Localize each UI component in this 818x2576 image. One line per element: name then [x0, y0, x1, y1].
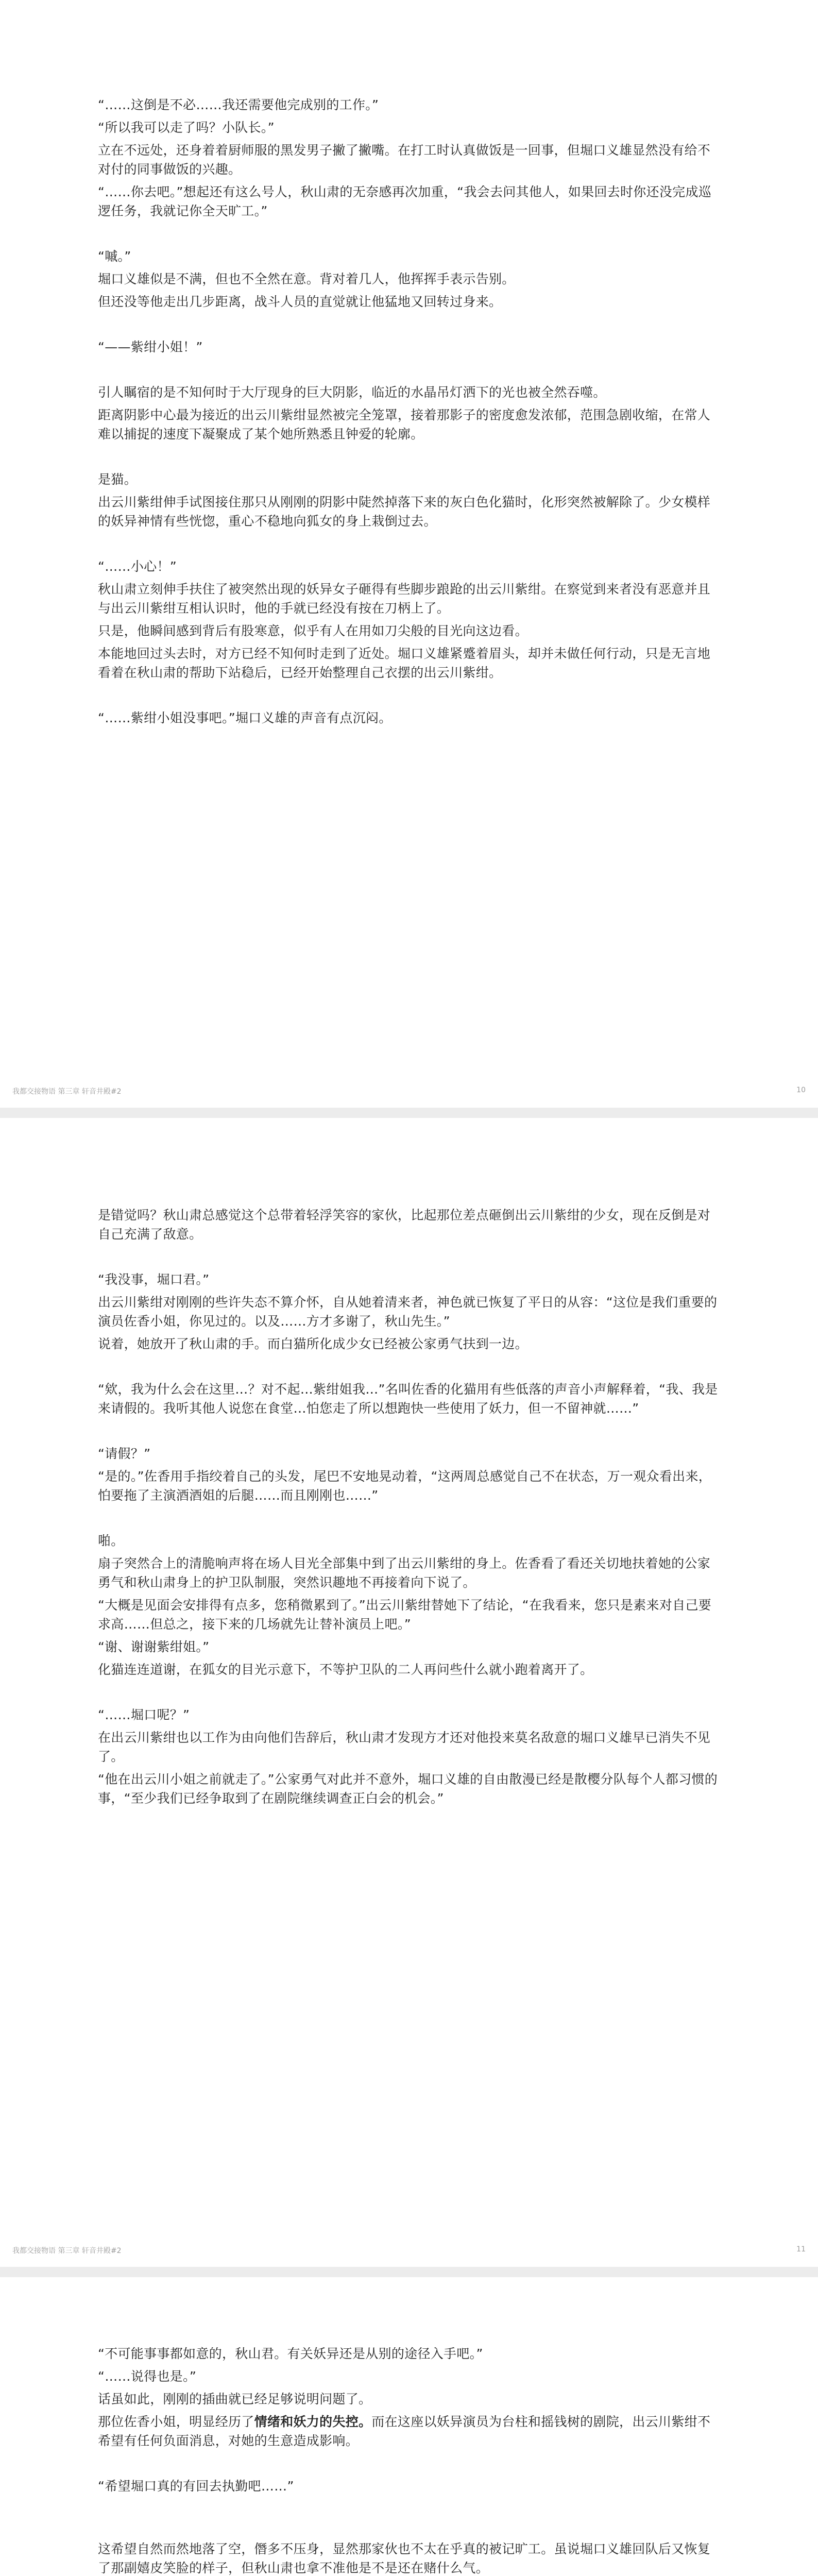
page-1-text [98, 95, 721, 731]
paragraph-text: “他在出云川小姐之前就走了。”公家勇气对此并不意外，堀口义雄的自由散漫已经是散樱分队每个人都习惯的事，“至少我们已经争取到了在剧院继续调查正白会的机会。” [98, 1772, 718, 1806]
paragraph-gap [98, 2522, 721, 2539]
paragraph-text: “我没事，堀口君。” [98, 1272, 210, 1287]
paragraph-text: 在出云川紫绀也以工作为由向他们告辞后，秋山肃才发现方才还对他投来莫名敌意的堀口义雄早已消失不见了。 [98, 1730, 711, 1764]
paragraph-gap [98, 315, 721, 337]
paragraph [98, 1637, 721, 1656]
paragraph-text: 是猫。 [98, 472, 137, 487]
paragraph [98, 2477, 721, 2496]
paragraph-text: 只是，他瞬间感到背后有股寒意，似乎有人在用如刀尖般的目光向这边看。 [98, 623, 528, 638]
page-number: 10 [796, 1086, 806, 1094]
paragraph [98, 580, 721, 618]
paragraph-text: 出云川紫绀对刚刚的些许失态不算介怀，自从她着清来者，神色就已恢复了平日的从容：“这位是我们重要的演员佐香小姐，你见过的。以及……方才多谢了，秋山先生。” [98, 1295, 718, 1329]
paragraph [98, 337, 721, 357]
paragraph [98, 1206, 721, 1244]
paragraph-text: 堀口义雄似是不满，但也不全然在意。背对着几人，他挥挥手表示告别。 [98, 272, 515, 286]
paragraph-text: “不可能事事都如意的，秋山君。有关妖异还是从别的途径入手吧。” [98, 2346, 483, 2361]
paragraph [98, 292, 721, 311]
paragraph [98, 1705, 721, 1724]
paragraph-text: 距离阴影中心最为接近的出云川紫绀显然被完全笼罩，接着那影子的密度愈发浓郁，范围急剧收缩，在常人难以捕捉的速度下凝聚成了某个她所熟悉且钟爱的轮廓。 [98, 408, 711, 442]
paragraph [98, 1660, 721, 1679]
paragraph-text: “大概是见面会安排得有点多，您稍微累到了。”出云川紫绀替她下了结论，“在我看来，您只是素来对自己要求高……但总之，接下来的几场就先让替补演员上吧。” [98, 1598, 712, 1632]
paragraph-gap [98, 686, 721, 708]
paragraph-text: 这希望自然而然地落了空，僭多不压身，显然那家伙也不太在乎真的被记旷工。虽说堀口义雄回队后又恢复了那副嬉皮笑脸的样子，但秋山肃也拿不准他是不是还在赌什么气。 [98, 2541, 711, 2575]
paragraph-gap [98, 360, 721, 383]
page-footer [12, 2245, 806, 2256]
paragraph [98, 1334, 721, 1353]
paragraph-text: “谢、谢谢紫绀姐。” [98, 1639, 210, 1654]
paragraph-text: “欸，我为什么会在这里…？对不起…紫绀姐我…”名叫佐香的化猫用有些低落的声音小声解释着，“我、我是来请假的。我听其他人说您在食堂…怕您走了所以想跑快一些使用了妖力，但一不留神就……” [98, 1382, 718, 1416]
paragraph-text: 话虽如此，刚刚的插曲就已经足够说明问题了。 [98, 2392, 372, 2406]
paragraph [98, 95, 721, 114]
paragraph-text: 而在这座以妖异演员为台柱和摇钱树的剧院，出云川紫绀不希望有任何负面消息，对她的生意造成影响。 [98, 2414, 711, 2448]
paragraph-gap [98, 2454, 721, 2477]
paragraph-text: “……这倒是不必……我还需要他完成别的工作。” [98, 97, 379, 112]
paragraph [98, 557, 721, 576]
paragraph [98, 182, 721, 221]
paragraph [98, 405, 721, 444]
paragraph-gap [98, 1421, 721, 1444]
paragraph [98, 2389, 721, 2409]
paragraph-text: “……小心！” [98, 559, 177, 574]
paragraph-text: 引人瞩宿的是不知何时于大厅现身的巨大阴影，临近的水晶吊灯洒下的光也被全然吞噬。 [98, 385, 606, 400]
paragraph [98, 1596, 721, 1634]
paragraph [98, 1380, 721, 1418]
footer-title: 我都交接物语 第三章 轩音井殿#2 [12, 2247, 122, 2255]
paragraph-text: “嘁。” [98, 249, 131, 264]
paragraph-gap [98, 1683, 721, 1705]
paragraph [98, 644, 721, 682]
paragraph-text: 秋山肃立刻伸手扶住了被突然出现的妖异女子砸得有些脚步踉跄的出云川紫绀。在察觉到来者没有恶意并且与出云川紫绀互相认识时，他的手就已经没有按在刀柄上了。 [98, 582, 711, 616]
page-number: 11 [796, 2245, 806, 2253]
paragraph-text: 出云川紫绀伸手试图接住那只从刚刚的阴影中陡然掉落下来的灰白色化猫时，化形突然被解除了。少女模样的妖异神情有些恍惚，重心不稳地向狐女的身上栽倒过去。 [98, 495, 711, 529]
page-separator [0, 2267, 818, 2277]
page-2-text [98, 1206, 721, 1811]
paragraph [98, 383, 721, 402]
paragraph-text: “所以我可以走了吗？小队长。” [98, 120, 275, 135]
paragraph [98, 118, 721, 137]
paragraph [98, 247, 721, 266]
paragraph-gap [98, 1509, 721, 1531]
paragraph [98, 1270, 721, 1289]
paragraph [98, 2344, 721, 2363]
paragraph-text: “……紫绀小姐没事吧。”堀口义雄的声音有点沉闷。 [98, 710, 392, 725]
paragraph-text: 啪。 [98, 1533, 124, 1548]
paragraph-gap [98, 224, 721, 247]
paragraph [98, 269, 721, 289]
paragraph [98, 1770, 721, 1808]
paragraph-text: “……你去吧。”想起还有这么号人，秋山肃的无奈感再次加重，“我会去问其他人，如果回去时你还没完成巡逻任务，我就记你全天旷工。” [98, 184, 712, 218]
page-3-text [98, 2344, 721, 2576]
page-footer [12, 1086, 806, 1096]
paragraph-text: “是的。”佐香用手指绞着自己的头发，尾巴不安地晃动着，“这两周总感觉自己不在状态，万一观众看出来，怕要拖了主演酒酒姐的后腿……而且刚刚也……” [98, 1469, 712, 1503]
paragraph-emphasis: 情绪和妖力的失控。 [254, 2414, 372, 2429]
paragraph [98, 470, 721, 489]
paragraph-text: “希望堀口真的有回去执勤吧……” [98, 2479, 294, 2494]
paragraph-text: 化猫连连道谢，在狐女的目光示意下，不等护卫队的二人再问些什么就小跑着离开了。 [98, 1662, 593, 1677]
paragraph-text: 立在不远处，还身着着厨师服的黑发男子撇了撇嘴。在打工时认真做饭是一回事，但堀口义雄显然没有给不对付的同事做饭的兴趣。 [98, 143, 711, 177]
paragraph-gap [98, 534, 721, 557]
paragraph [98, 1444, 721, 1463]
paragraph-text: 本能地回过头去时，对方已经不知何时走到了近处。堀口义雄紧蹙着眉头，却并未做任何行动，只是无言地看着在秋山肃的帮助下站稳后，已经开始整理自己衣摆的出云川紫绀。 [98, 646, 711, 680]
paragraph-text: “——紫绀小姐！” [98, 340, 203, 354]
paragraph [98, 1467, 721, 1505]
paragraph [98, 1554, 721, 1592]
paragraph [98, 1728, 721, 1766]
paragraph [98, 493, 721, 531]
paragraph-gap [98, 2499, 721, 2522]
footer-title: 我都交接物语 第三章 轩音井殿#2 [12, 1088, 122, 1096]
paragraph [98, 1531, 721, 1550]
paragraph [98, 1293, 721, 1331]
paragraph-text: 是错觉吗？秋山肃总感觉这个总带着轻浮笑容的家伙，比起那位差点砸倒出云川紫绀的少女，现在反倒是对自己充满了敌意。 [98, 1208, 711, 1242]
paragraph-gap [98, 1357, 721, 1380]
paragraph-gap [98, 447, 721, 470]
paragraph [98, 2367, 721, 2386]
paragraph-text: “……堀口呢？” [98, 1707, 190, 1722]
page-separator [0, 1108, 818, 1118]
paragraph [98, 2412, 721, 2450]
paragraph-text: 扇子突然合上的清脆响声将在场人目光全部集中到了出云川紫绀的身上。佐香看了看还关切地扶着她的公家勇气和秋山肃身上的护卫队制服，突然识趣地不再接着向下说了。 [98, 1556, 711, 1590]
paragraph [98, 141, 721, 179]
paragraph [98, 708, 721, 727]
paragraph-text: 说着，她放开了秋山肃的手。而白猫所化成少女已经被公家勇气扶到一边。 [98, 1336, 528, 1351]
paragraph [98, 2539, 721, 2576]
paragraph-text: 但还没等他走出几步距离，战斗人员的直觉就让他猛地又回转过身来。 [98, 294, 502, 309]
paragraph-text: 那位佐香小姐，明显经历了 [98, 2414, 254, 2429]
paragraph-text: “……说得也是。” [98, 2369, 197, 2384]
paragraph-text: “请假？” [98, 1446, 151, 1461]
paragraph [98, 621, 721, 640]
paragraph-gap [98, 1247, 721, 1270]
